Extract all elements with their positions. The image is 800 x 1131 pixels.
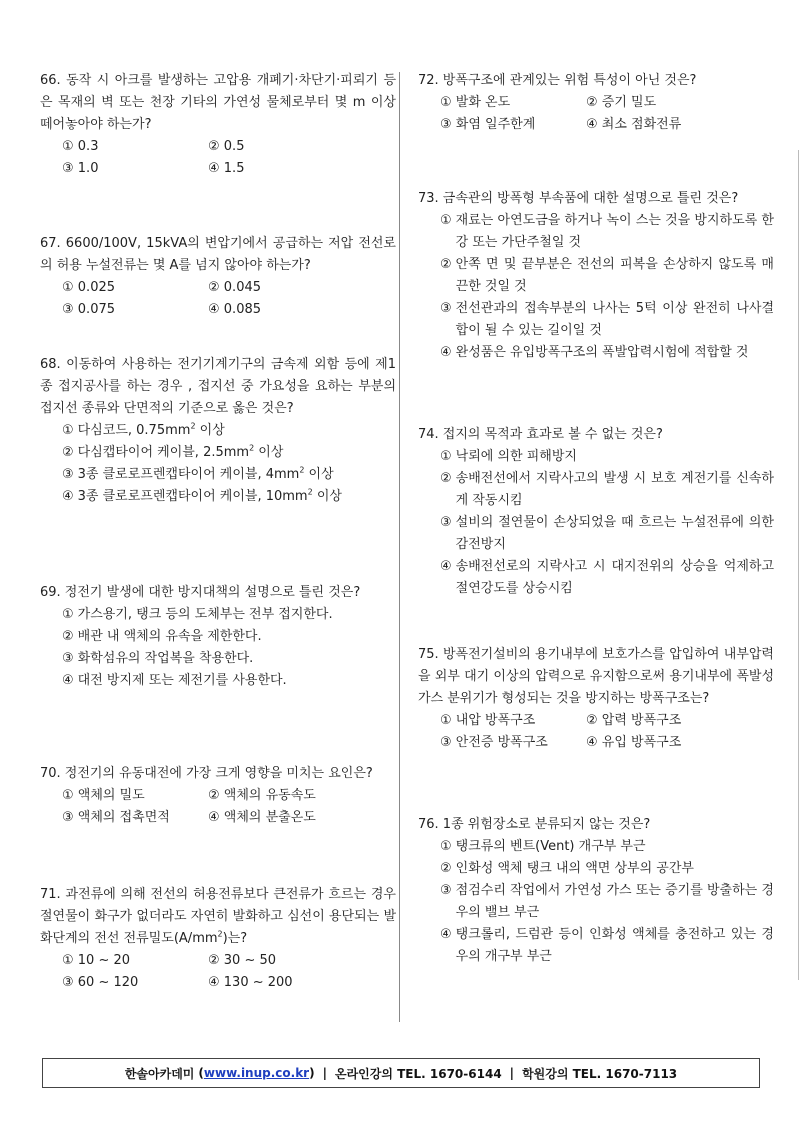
question-66	[40, 70, 396, 233]
footer-close-paren: )	[309, 1066, 315, 1080]
option-4[interactable]: ④ 0.085	[208, 302, 262, 317]
option-1[interactable]	[62, 604, 396, 626]
question-74	[418, 424, 774, 644]
option-text: 점검수리 작업에서 가연성 가스 또는 증기를 방출하는 경우의 밸브 부근	[455, 883, 774, 920]
footer-separator: |	[322, 1066, 327, 1080]
option-4[interactable]: ④ 액체의 분출온도	[208, 810, 316, 825]
option-2[interactable]: ② 증기 밀도	[586, 95, 657, 110]
option-3[interactable]	[440, 298, 774, 342]
option-2[interactable]: ② 액체의 유동속도	[208, 788, 316, 803]
option-text: 화학섬유의 작업복을 착용한다.	[77, 651, 254, 666]
option-number: ④	[62, 489, 74, 504]
option-4[interactable]	[440, 556, 774, 600]
option-1[interactable]: ① 0.3	[62, 139, 99, 154]
option-1[interactable]: ① 내압 방폭구조	[440, 713, 536, 728]
option-2[interactable]	[62, 442, 396, 464]
option-1[interactable]: ① 10 ~ 20	[62, 953, 131, 968]
option-number: ③	[440, 515, 452, 530]
option-3[interactable]: ③ 0.075	[62, 302, 116, 317]
superscript: 2	[249, 443, 255, 453]
option-text: 3종 클로로프렌캡타이어 케이블, 10mm	[77, 489, 308, 504]
option-text: 완성품은 유입방폭구조의 폭발압력시험에 적합할 것	[455, 345, 749, 360]
option-4[interactable]	[440, 342, 774, 364]
question-stem: 76. 1종 위험장소로 분류되지 않는 것은?	[418, 817, 651, 832]
option-2[interactable]	[440, 468, 774, 512]
option-list	[40, 277, 396, 321]
option-3[interactable]: ③ 1.0	[62, 161, 99, 176]
option-2[interactable]: ② 압력 방폭구조	[586, 713, 682, 728]
question-stem: 66. 동작 시 아크를 발생하는 고압용 개폐기·차단기·피뢰기 등은 목재의 벽 또는 천장 기타의 가연성 물체로부터 몇 m 이상 떼어놓아야 하는가?	[40, 73, 396, 132]
superscript: 2	[190, 421, 196, 431]
option-list	[40, 604, 396, 692]
stem-text: 71. 과전류에 의해 전선의 허용전류보다 큰전류가 흐르는 경우 절연물이 화구가 없더라도 자연히 발화하고 심선이 용단되는 발화단계의 전선 전류밀도(A/mm	[40, 887, 396, 946]
option-list	[418, 210, 774, 364]
question-stem: 70. 정전기의 유동대전에 가장 크게 영향을 미치는 요인은?	[40, 766, 373, 781]
question-73	[418, 188, 774, 424]
option-number: ②	[440, 861, 452, 876]
option-text: 3종 클로로프렌캡타이어 케이블, 4mm	[77, 467, 300, 482]
footer-open-paren: (	[198, 1066, 204, 1080]
question-76	[418, 814, 774, 968]
option-number: ①	[62, 423, 74, 438]
option-list	[418, 92, 774, 136]
option-text: 낙뢰에 의한 피해방지	[455, 449, 577, 464]
left-column	[40, 70, 396, 994]
question-stem: 69. 정전기 발생에 대한 방지대책의 설명으로 틀린 것은?	[40, 585, 361, 600]
footer-brand: 한솔아카데미	[124, 1066, 195, 1081]
question-70	[40, 763, 396, 884]
option-1[interactable]: ① 발화 온도	[440, 95, 511, 110]
option-text: 재료는 아연도금을 하거나 녹이 스는 것을 방지하도록 한 강 또는 가단주철일 것	[455, 213, 774, 250]
option-number: ②	[440, 257, 452, 272]
option-3[interactable]	[62, 464, 396, 486]
option-1[interactable]	[440, 210, 774, 254]
question-69	[40, 582, 396, 763]
question-72	[418, 70, 774, 188]
option-number: ④	[440, 927, 452, 942]
superscript: 2	[299, 465, 305, 475]
option-2[interactable]: ② 0.5	[208, 139, 245, 154]
option-2[interactable]: ② 30 ~ 50	[208, 953, 277, 968]
option-4[interactable]	[62, 486, 396, 508]
option-1[interactable]	[440, 446, 774, 468]
option-text: 다심캡타이어 케이블, 2.5mm	[77, 445, 250, 460]
option-number: ③	[62, 651, 74, 666]
question-71	[40, 884, 396, 994]
option-3[interactable]: ③ 안전증 방폭구조	[440, 735, 548, 750]
option-3[interactable]: ③ 액체의 접촉면적	[62, 810, 170, 825]
footer-bar	[42, 1058, 760, 1088]
option-4[interactable]	[62, 670, 396, 692]
option-text: 인화성 액체 탱크 내의 액면 상부의 공간부	[455, 861, 694, 876]
option-list	[40, 136, 396, 180]
page-edge-line	[798, 150, 799, 980]
option-2[interactable]	[62, 626, 396, 648]
option-1[interactable]: ① 액체의 밀도	[62, 788, 145, 803]
option-4[interactable]	[440, 924, 774, 968]
question-stem: 73. 금속관의 방폭형 부속품에 대한 설명으로 틀린 것은?	[418, 191, 739, 206]
option-number: ①	[440, 839, 452, 854]
option-4[interactable]: ④ 유입 방폭구조	[586, 735, 682, 750]
question-stem: 68. 이동하여 사용하는 전기기계기구의 금속제 외함 등에 제1종 접지공사를 하는 경우 , 접지선 중 가요성을 요하는 부분의 접지선 종류와 단면적의 기준으로 옳은 것은?	[40, 357, 396, 416]
option-list	[40, 420, 396, 508]
column-divider	[399, 72, 400, 1022]
option-text-after: 이상	[254, 445, 284, 460]
option-number: ②	[62, 629, 74, 644]
option-2[interactable]: ② 0.045	[208, 280, 262, 295]
option-text-after: 이상	[195, 423, 225, 438]
option-1[interactable]	[62, 420, 396, 442]
option-number: ①	[440, 449, 452, 464]
option-list	[40, 785, 396, 829]
option-3[interactable]	[440, 512, 774, 556]
option-text: 가스용기, 탱크 등의 도체부는 전부 접지한다.	[77, 607, 333, 622]
option-list	[418, 710, 774, 754]
option-3[interactable]	[440, 880, 774, 924]
superscript: 2	[307, 487, 313, 497]
option-4[interactable]: ④ 최소 점화전류	[586, 117, 682, 132]
stem-text-after: )는?	[222, 931, 248, 946]
footer-separator: |	[509, 1066, 515, 1080]
option-text-after: 이상	[312, 489, 342, 504]
option-text: 안쪽 면 및 끝부분은 전선의 피복을 손상하지 않도록 매끈한 것일 것	[455, 257, 774, 294]
option-text: 송배전선로의 지락사고 시 대지전위의 상승을 억제하고 절연강도를 상승시킴	[455, 559, 774, 596]
option-number: ③	[62, 467, 74, 482]
option-number: ②	[440, 471, 452, 486]
option-3[interactable]: ③ 화염 일주한계	[440, 117, 536, 132]
option-text: 배관 내 액체의 유속을 제한한다.	[77, 629, 262, 644]
option-number: ④	[440, 345, 452, 360]
option-2[interactable]	[440, 254, 774, 298]
option-text: 전선관과의 접속부분의 나사는 5턱 이상 완전히 나사결합이 될 수 있는 길이일 것	[455, 301, 774, 338]
question-stem: 75. 방폭전기설비의 용기내부에 보호가스를 압입하여 내부압력을 외부 대기 이상의 압력으로 유지함으로써 용기내부에 폭발성가스 분위기가 형성되는 것을 방지하는 방폭구조는?	[418, 647, 774, 706]
option-text: 송배전선에서 지락사고의 발생 시 보호 계전기를 신속하게 작동시킴	[455, 471, 774, 508]
question-stem: 72. 방폭구조에 관계있는 위험 특성이 아닌 것은?	[418, 73, 697, 88]
option-1[interactable]	[440, 836, 774, 858]
option-list	[418, 836, 774, 968]
right-column	[418, 70, 774, 968]
option-number: ①	[440, 213, 452, 228]
option-number: ④	[440, 559, 452, 574]
option-text: 설비의 절연물이 손상되었을 때 흐르는 누설전류에 의한 감전방지	[455, 515, 774, 552]
option-4[interactable]: ④ 1.5	[208, 161, 245, 176]
question-67	[40, 233, 396, 354]
option-text: 탱크롤리, 드럼관 등이 인화성 액체를 충전하고 있는 경우의 개구부 부근	[455, 927, 774, 964]
option-number: ④	[62, 673, 74, 688]
option-list	[418, 446, 774, 600]
footer-offline-tel: 학원강의 TEL. 1670-7113	[522, 1066, 678, 1081]
option-3[interactable]: ③ 60 ~ 120	[62, 975, 139, 990]
footer-url-link[interactable]: www.inup.co.kr	[203, 1066, 310, 1080]
question-75	[418, 644, 774, 814]
option-text: 다심코드, 0.75mm	[77, 423, 191, 438]
question-68	[40, 354, 396, 582]
option-number: ③	[440, 301, 452, 316]
option-number: ②	[62, 445, 74, 460]
question-stem: 67. 6600/100V, 15kVA의 변압기에서 공급하는 저압 전선로의 허용 누설전류는 몇 A를 넘지 않아야 하는가?	[40, 236, 396, 273]
question-stem	[40, 884, 396, 950]
option-text: 탱크류의 벤트(Vent) 개구부 부근	[455, 839, 646, 854]
question-stem: 74. 접지의 목적과 효과로 볼 수 없는 것은?	[418, 427, 663, 442]
option-text: 대전 방지제 또는 제전기를 사용한다.	[77, 673, 287, 688]
option-number: ③	[440, 883, 452, 898]
footer-online-tel: 온라인강의 TEL. 1670-6144	[334, 1066, 502, 1081]
option-number: ①	[62, 607, 74, 622]
option-4[interactable]: ④ 130 ~ 200	[208, 975, 293, 990]
option-text-after: 이상	[304, 467, 334, 482]
option-2[interactable]	[440, 858, 774, 880]
option-1[interactable]: ① 0.025	[62, 280, 116, 295]
superscript: 2	[217, 929, 223, 939]
option-3[interactable]	[62, 648, 396, 670]
option-list	[40, 950, 396, 994]
